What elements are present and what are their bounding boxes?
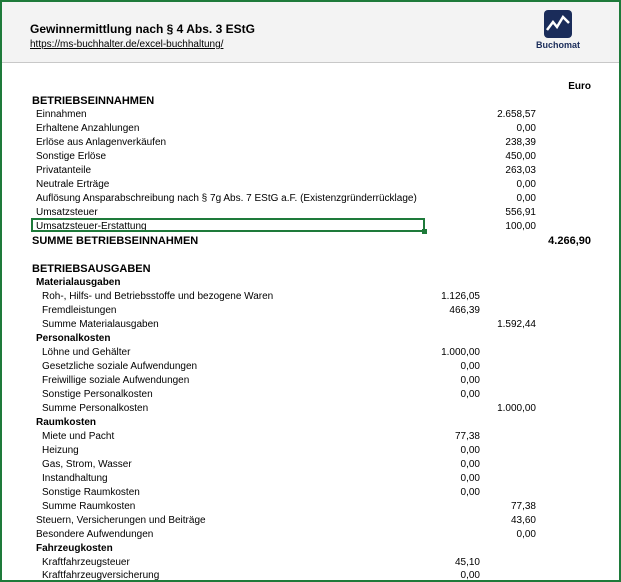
- table-row[interactable]: [2, 150, 619, 164]
- row-label: Erlöse aus Anlagenverkäufen: [36, 137, 167, 148]
- row-value: 0,00: [460, 361, 480, 372]
- subtotal-value: 1.000,00: [497, 403, 536, 414]
- table-row[interactable]: [2, 556, 619, 570]
- subsection-heading: [2, 332, 619, 346]
- row-label: Heizung: [42, 445, 79, 456]
- raum-heading: Raumkosten: [36, 417, 97, 428]
- row-label: Privatanteile: [36, 165, 92, 176]
- currency-row: [2, 80, 619, 94]
- subsection-heading: [2, 416, 619, 430]
- row-label: Sonstige Erlöse: [36, 151, 107, 162]
- table-row[interactable]: [2, 360, 619, 374]
- row-value: 1.126,05: [441, 291, 480, 302]
- table-row[interactable]: [2, 108, 619, 122]
- report-header: [2, 2, 619, 63]
- row-label: Neutrale Erträge: [36, 179, 110, 190]
- table-row[interactable]: [2, 178, 619, 192]
- row-value: 263,03: [505, 165, 536, 176]
- row-label: Umsatzsteuer: [36, 207, 98, 218]
- subtotal-label: Summe Raumkosten: [42, 501, 136, 512]
- table-row[interactable]: [2, 122, 619, 136]
- subtotal-value: 77,38: [510, 501, 536, 512]
- table-row[interactable]: [2, 430, 619, 444]
- sum-row[interactable]: [2, 234, 619, 248]
- row-label: Freiwillige soziale Aufwendungen: [42, 375, 190, 386]
- table-row[interactable]: [2, 164, 619, 178]
- row-label: Sonstige Personalkosten: [42, 389, 153, 400]
- row-value: 0,00: [460, 389, 480, 400]
- table-row[interactable]: [2, 514, 619, 528]
- logo-chart-icon: [544, 10, 572, 38]
- table-row[interactable]: [2, 304, 619, 318]
- row-label: Miete und Pacht: [42, 431, 115, 442]
- subtotal-label: Summe Materialausgaben: [42, 319, 159, 330]
- report-title: Gewinnermittlung nach § 4 Abs. 3 EStG: [30, 22, 255, 36]
- row-label: Roh-, Hilfs- und Betriebsstoffe und bezogene Waren: [42, 291, 274, 302]
- row-value: 1.000,00: [441, 347, 480, 358]
- subtotal-row[interactable]: [2, 402, 619, 416]
- row-label: Fremdleistungen: [42, 305, 117, 316]
- row-value: 2.658,57: [497, 109, 536, 120]
- einnahmen-heading: BETRIEBSEINNAHMEN: [32, 95, 155, 107]
- row-value: 450,00: [505, 151, 536, 162]
- table-row[interactable]: [2, 192, 619, 206]
- section-heading: [2, 262, 619, 276]
- table-row[interactable]: [2, 388, 619, 402]
- row-value: 0,00: [460, 445, 480, 456]
- subtotal-row[interactable]: [2, 318, 619, 332]
- table-row[interactable]: [2, 486, 619, 500]
- table-row[interactable]: [2, 136, 619, 150]
- row-value: 0,00: [516, 529, 536, 540]
- table-row[interactable]: [2, 472, 619, 486]
- row-value: 0,00: [460, 375, 480, 386]
- row-label: Instandhaltung: [42, 473, 108, 484]
- subtotal-label: Summe Personalkosten: [42, 403, 149, 414]
- row-value: 45,10: [454, 557, 480, 568]
- table-row[interactable]: [2, 569, 619, 582]
- material-heading: Materialausgaben: [36, 277, 121, 288]
- buchomat-logo: [536, 10, 580, 56]
- row-label: Löhne und Gehälter: [42, 347, 131, 358]
- row-value: 556,91: [505, 207, 536, 218]
- table-row[interactable]: [2, 290, 619, 304]
- table-row[interactable]: [2, 374, 619, 388]
- row-label: Umsatzsteuer-Erstattung: [36, 221, 147, 232]
- row-value: 238,39: [505, 137, 536, 148]
- row-label: Sonstige Raumkosten: [42, 487, 140, 498]
- sum-value: 4.266,90: [548, 235, 591, 247]
- row-value: 77,38: [454, 431, 480, 442]
- row-label: Kraftfahrzeugsteuer: [42, 557, 130, 568]
- sum-label: SUMME BETRIEBSEINNAHMEN: [32, 235, 199, 247]
- subtotal-value: 1.592,44: [497, 319, 536, 330]
- row-value: 100,00: [505, 221, 536, 232]
- row-label: Gesetzliche soziale Aufwendungen: [42, 361, 198, 372]
- section-heading: [2, 94, 619, 108]
- row-value: 0,00: [460, 459, 480, 470]
- selected-cell[interactable]: [31, 218, 425, 232]
- row-label: Kraftfahrzeugversicherung: [42, 570, 160, 581]
- row-value: 43,60: [510, 515, 536, 526]
- table-row[interactable]: [2, 346, 619, 360]
- row-value: 0,00: [516, 193, 536, 204]
- row-value: 0,00: [516, 123, 536, 134]
- row-value: 0,00: [460, 487, 480, 498]
- row-label: Auflösung Ansparabschreibung nach § 7g Abs. 7 EStG a.F. (Existenzgründerrücklage): [36, 193, 417, 204]
- row-label: Steuern, Versicherungen und Beiträge: [36, 515, 206, 526]
- row-label: Erhaltene Anzahlungen: [36, 123, 140, 134]
- row-label: Einnahmen: [36, 109, 87, 120]
- row-label: Gas, Strom, Wasser: [42, 459, 132, 470]
- row-value: 466,39: [449, 305, 480, 316]
- row-value: 0,00: [516, 179, 536, 190]
- subsection-heading: [2, 276, 619, 290]
- currency-label: Euro: [568, 81, 591, 92]
- fahrzeug-heading: Fahrzeugkosten: [36, 543, 113, 554]
- subtotal-row[interactable]: [2, 500, 619, 514]
- ausgaben-heading: BETRIEBSAUSGABEN: [32, 263, 151, 275]
- row-value: 0,00: [460, 473, 480, 484]
- table-row[interactable]: [2, 458, 619, 472]
- table-row[interactable]: [2, 528, 619, 542]
- personal-heading: Personalkosten: [36, 333, 111, 344]
- subsection-heading: [2, 542, 619, 556]
- row-value: 0,00: [460, 570, 480, 581]
- table-row[interactable]: [2, 444, 619, 458]
- row-label: Besondere Aufwendungen: [36, 529, 154, 540]
- website-link[interactable]: https://ms-buchhalter.de/excel-buchhaltung/: [30, 39, 224, 50]
- logo-text: Buchomat: [536, 40, 581, 50]
